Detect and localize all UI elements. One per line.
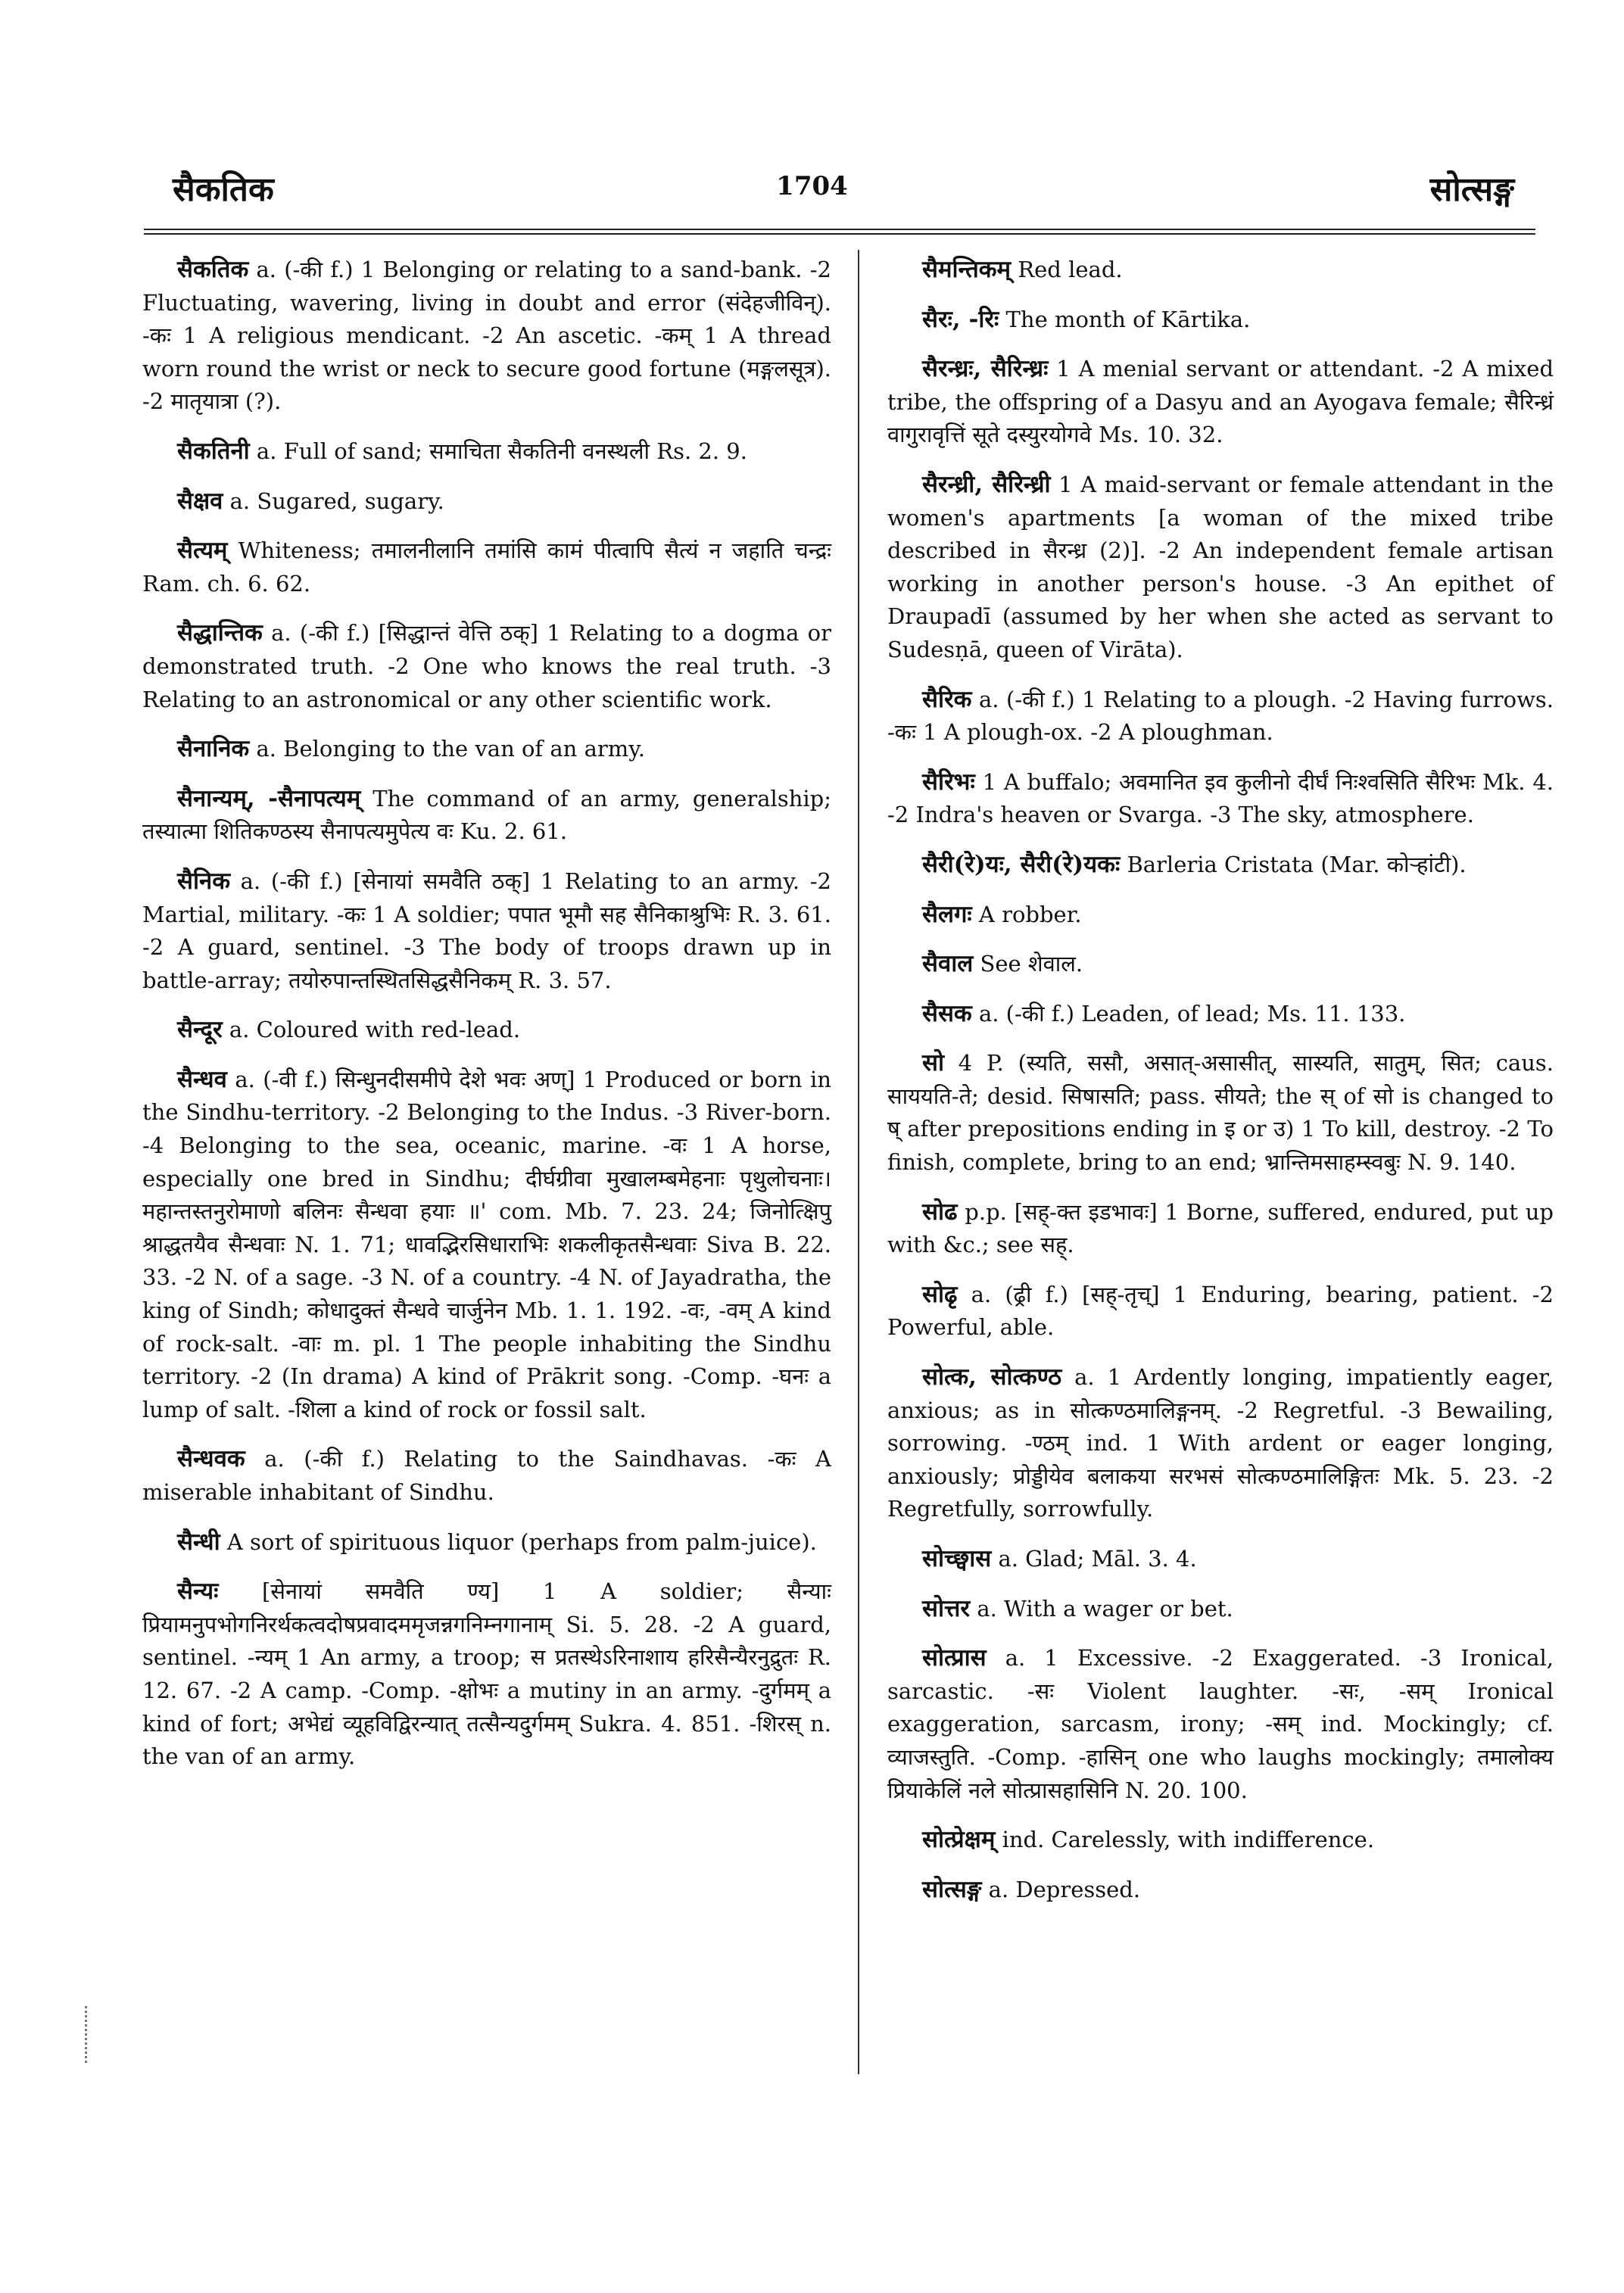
entry-headword: सोत्सङ्ग (922, 1875, 982, 1903)
entry-definition: a. 1 Ardently longing, impatiently eager, anxious; as in सोत्कण्ठमालिङ्गनम्. -2 Regretful. -3 Bewailing, sorrowing. -ण्ठम् ind. 1 With ardent or eager longing, anxiously; प्रोड्डीयेव बलाकया सरभसं सोत्कण्ठमालिङ्गितः Mk. 5. 23. -2 Regretfully, sorrowfully. (887, 1364, 1554, 1522)
entry-definition: a. Full of sand; समाचिता सैकतिनी वनस्थली Rs. 2. 9. (256, 438, 747, 464)
entry-headword: सैन्यः (177, 1578, 219, 1606)
entry-definition: [सेनायां समवैति ण्य] 1 A soldier; सैन्याः प्रियामनुपभोगनिरर्थकत्वदोषप्रवादममृजन्नगनिम्नगानाम् Si. 5. 28. -2 A guard, sentinel. -न्यम् 1 An army, a troop; स प्रतस्थेऽरिनाशाय हरिसैन्यैरनुद्रुतः R. 12. 67. -2 A camp. -Comp. -क्षोभः a mutiny in an army. -दुर्गमम् a kind of fort; अभेद्यं व्यूहविद्विरन्यात् तत्सैन्यदुर्गमम् Sukra. 4. 851. -शिरस् n. the van of an army. (142, 1578, 831, 1770)
dictionary-entry (887, 1196, 1554, 1262)
dictionary-entry (142, 865, 831, 997)
dictionary-entry (142, 783, 831, 849)
dictionary-entry (887, 1361, 1554, 1526)
entry-headword: सोत्प्रास (922, 1644, 987, 1672)
dictionary-entry (142, 1064, 831, 1427)
dictionary-entry (142, 617, 831, 716)
entry-headword: सैन्धव (177, 1065, 227, 1093)
entry-definition: a. (-की f.) 1 Relating to a plough. -2 Having furrows. -कः 1 A plough-ox. -2 A ploughman. (887, 686, 1554, 746)
entry-definition: a. Depressed. (988, 1876, 1141, 1902)
entry-definition: The command of an army, generalship; तस्यात्मा शितिकण्ठस्य सैनापत्यमुपेत्य वः Ku. 2. 61. (142, 785, 831, 845)
entry-headword: सैक्षव (177, 487, 223, 515)
dictionary-entry (887, 1642, 1554, 1807)
entry-definition: a. (-वी f.) सिन्धुनदीसमीपे देशे भवः अण्] 1 Produced or born in the Sindhu-territory. -2 Belonging to the Indus. -3 River-born. -4 Belonging to the sea, oceanic, marine. -वः 1 A horse, especially one bred in Sindhu; दीर्घग्रीवा मुखालम्बमेहनाः पृथुलोचनाः। महान्तस्तनुरोमाणो बलिनः सैन्धवा हयाः ॥' com. Mb. 7. 23. 24; जिनोत्क्षिपु श्राद्धतयैव सैन्धवाः N. 1. 71; धावद्भिरसिधाराभिः शकलीकृतसैन्धवाः Siva B. 22. 33. -2 N. of a sage. -3 N. of a country. -4 N. of Jayadratha, the king of Sindh; कोधादुक्तं सैन्धवे चार्जुनेन Mb. 1. 1. 192. -वः, -वम् A kind of rock-salt. -वाः m. pl. 1 The people inhabiting the Sindhu territory. -2 (In drama) A kind of Prākrit song. -Comp. -घनः a lump of salt. -शिला a kind of rock or fossil salt. (142, 1066, 831, 1422)
entry-headword: सैन्धी (177, 1528, 220, 1556)
dictionary-entry (887, 353, 1554, 452)
dictionary-entry (887, 254, 1554, 287)
entry-definition: A robber. (978, 901, 1082, 927)
entry-headword: सोच्छ्वास (922, 1545, 992, 1572)
entry-definition: ind. Carelessly, with indifference. (1002, 1827, 1375, 1853)
header-left-guideword: सैकतिक (173, 170, 274, 209)
entry-definition: a. Belonging to the van of an army. (256, 736, 645, 762)
dictionary-entry (887, 1874, 1554, 1907)
dictionary-entry (142, 534, 831, 600)
entry-definition: a. 1 Excessive. -2 Exaggerated. -3 Ironical, sarcastic. -सः Violent laughter. -सः, -सम् Ironical exaggeration, sarcasm, irony; -सम् ind. Mockingly; cf. व्याजस्तुति. -Comp. -हासिन् one who laughs mockingly; तमालोक्य प्रियाकेलिं नले सोत्प्रासहासिनि N. 20. 100. (887, 1645, 1554, 1803)
entry-definition: The month of Kārtika. (1005, 306, 1251, 332)
entry-definition: a. Glad; Māl. 3. 4. (998, 1546, 1197, 1572)
entry-headword: सैरन्ध्री, सैरिन्ध्री (922, 470, 1051, 498)
entry-definition: See शेवाल. (980, 951, 1083, 977)
entry-definition: a. (-की f.) Leaden, of lead; Ms. 11. 133. (978, 1000, 1406, 1027)
dictionary-entry (142, 254, 831, 419)
entry-headword: सैमन्तिकम् (922, 256, 1011, 283)
dictionary-entry (142, 733, 831, 766)
entry-headword: सैन्दूर (177, 1016, 223, 1044)
dictionary-entry (887, 1824, 1554, 1857)
entry-headword: सैरिक (922, 685, 972, 713)
entry-headword: सोढ (922, 1198, 958, 1226)
entry-definition: A sort of spirituous liquor (perhaps from palm-juice). (226, 1528, 817, 1555)
dictionary-entry (887, 1279, 1554, 1344)
entry-definition: a. (-की f.) 1 Belonging or relating to a sand-bank. -2 Fluctuating, wavering, living in doubt and error (संदेहजीविन्). -कः 1 A religious mendicant. -2 An ascetic. -कम् 1 A thread worn round the wrist or neck to secure good fortune (मङ्गलसूत्र). -2 मातृयात्रा (?). (142, 257, 831, 415)
entry-definition: Barleria Cristata (Mar. कोऱ्हांटी). (1127, 851, 1467, 877)
dictionary-entry (887, 766, 1554, 832)
entry-headword: सैसक (922, 999, 972, 1027)
header-rule-double (144, 233, 1535, 235)
dictionary-entry (142, 1526, 831, 1559)
entry-headword: सैरी(रे)यः, सैरी(रे)यकः (922, 850, 1121, 878)
dictionary-entry (142, 485, 831, 519)
entry-headword: सैरिभः (922, 768, 975, 796)
entry-definition: a. Coloured with red-lead. (229, 1017, 521, 1043)
entry-headword: सैत्यम् (177, 537, 228, 565)
entry-headword: सैवाल (922, 950, 974, 978)
entry-headword: सोत्तर (922, 1594, 971, 1622)
entry-headword: सैकतिक (177, 256, 249, 283)
dictionary-entry (887, 899, 1554, 932)
entry-definition: 1 A maid-servant or female attendant in the women's apartments [a woman of the mixed tribe described in सैरन्ध्र (2)]. -2 An independent female artisan working in another person's house. -3 An epithet of Draupadī (assumed by her when she acted as servant to Sudesṇā, queen of Virāta). (887, 471, 1554, 662)
left-column (142, 254, 831, 1790)
entry-headword: सैकतिनी (177, 437, 250, 465)
entry-headword: सैनिक (177, 867, 230, 895)
entry-headword: सैनान्यम्, -सैनापत्यम् (177, 784, 361, 812)
entry-headword: सैरः, -रिः (922, 305, 999, 333)
entry-definition: 4 P. (स्यति, ससौ, असात्-असासीत्, सास्यति, सातुम्, सित; caus. साययति-ते; desid. सिषासति; pass. सीयते; the स् of सो is changed to ष् after prepositions ending in इ or उ) 1 To kill, destroy. -2 To finish, complete, bring to an end; भ्रान्तिमसाहम्स्वबुः N. 9. 140. (887, 1050, 1554, 1176)
entry-definition: a. (-की f.) Relating to the Saindhavas. -कः A miserable inhabitant of Sindhu. (142, 1446, 832, 1505)
margin-dots (85, 2006, 87, 2063)
dictionary-entry (887, 1047, 1554, 1179)
column-divider (858, 250, 859, 2074)
entry-definition: 1 A menial servant or attendant. -2 A mixed tribe, the offspring of a Dasyu and an Ayogava female; सैरिन्ध्रं वागुरावृत्तिं सूते दस्युरयोगवे Ms. 10. 32. (887, 356, 1554, 448)
entry-definition: a. (-की f.) [सेनायां समवैति ठक्] 1 Relating to an army. -2 Martial, military. -कः 1 A soldier; पपात भूमौ सह सैनिकाश्रुभिः R. 3. 61. -2 A guard, sentinel. -3 The body of troops drawn up in battle-array; तयोरुपान्तस्थितसिद्धसैनिकम् R. 3. 57. (142, 868, 831, 993)
entry-definition: 1 A buffalo; अवमानित इव कुलीनो दीर्घं निःश्वसिति सैरिभः Mk. 4. -2 Indra's heaven or Svarga. -3 The sky, atmosphere. (887, 768, 1554, 828)
dictionary-entry (887, 1593, 1554, 1626)
dictionary-entry (887, 304, 1554, 337)
right-column (887, 254, 1554, 1923)
entry-headword: सो (922, 1049, 944, 1077)
dictionary-entry (887, 948, 1554, 981)
entry-definition: p.p. [सह्-क्त इडभावः] 1 Borne, suffered, endured, put up with &c.; see सह्. (887, 1198, 1554, 1258)
entry-definition: a. (-की f.) [सिद्धान्तं वेत्ति ठक्] 1 Relating to a dogma or demonstrated truth. -2 One who knows the real truth. -3 Relating to an astronomical or any other scientific work. (142, 620, 832, 712)
entry-headword: सोत्प्रेक्षम् (922, 1826, 996, 1854)
dictionary-entry (142, 1443, 831, 1509)
dictionary-entry (142, 435, 831, 469)
header-right-guideword: सोत्सङ्ग (1429, 170, 1514, 209)
entry-headword: सैन्धवक (177, 1445, 245, 1473)
entry-definition: a. With a wager or bet. (977, 1595, 1233, 1622)
entry-definition: a. Sugared, sugary. (229, 488, 444, 514)
entry-headword: सैरन्ध्रः, सैरिन्ध्रः (922, 355, 1049, 383)
entry-headword: सैद्धान्तिक (177, 619, 263, 647)
entry-definition: Whiteness; तमालनीलानि तमांसि कामं पीत्वापि सैत्यं न जहाति चन्द्रः Ram. ch. 6. 62. (142, 537, 831, 597)
entry-headword: सोत्क, सोत्कण्ठ (922, 1363, 1062, 1391)
dictionary-entry (887, 469, 1554, 667)
entry-definition: Red lead. (1018, 257, 1123, 282)
entry-headword: सोढृ (922, 1280, 958, 1308)
dictionary-entry (887, 849, 1554, 882)
entry-definition: a. (ढ्री f.) [सह्-तृच्] 1 Enduring, bearing, patient. -2 Powerful, able. (887, 1281, 1554, 1341)
dictionary-entry (142, 1575, 831, 1774)
header-rule (144, 229, 1535, 230)
entry-headword: सैनानिक (177, 735, 250, 763)
dictionary-entry (887, 1543, 1554, 1576)
page-number: 1704 (776, 171, 848, 201)
dictionary-entry (142, 1014, 831, 1047)
dictionary-entry (887, 684, 1554, 749)
dictionary-entry (887, 998, 1554, 1031)
entry-headword: सैलगः (922, 900, 972, 928)
